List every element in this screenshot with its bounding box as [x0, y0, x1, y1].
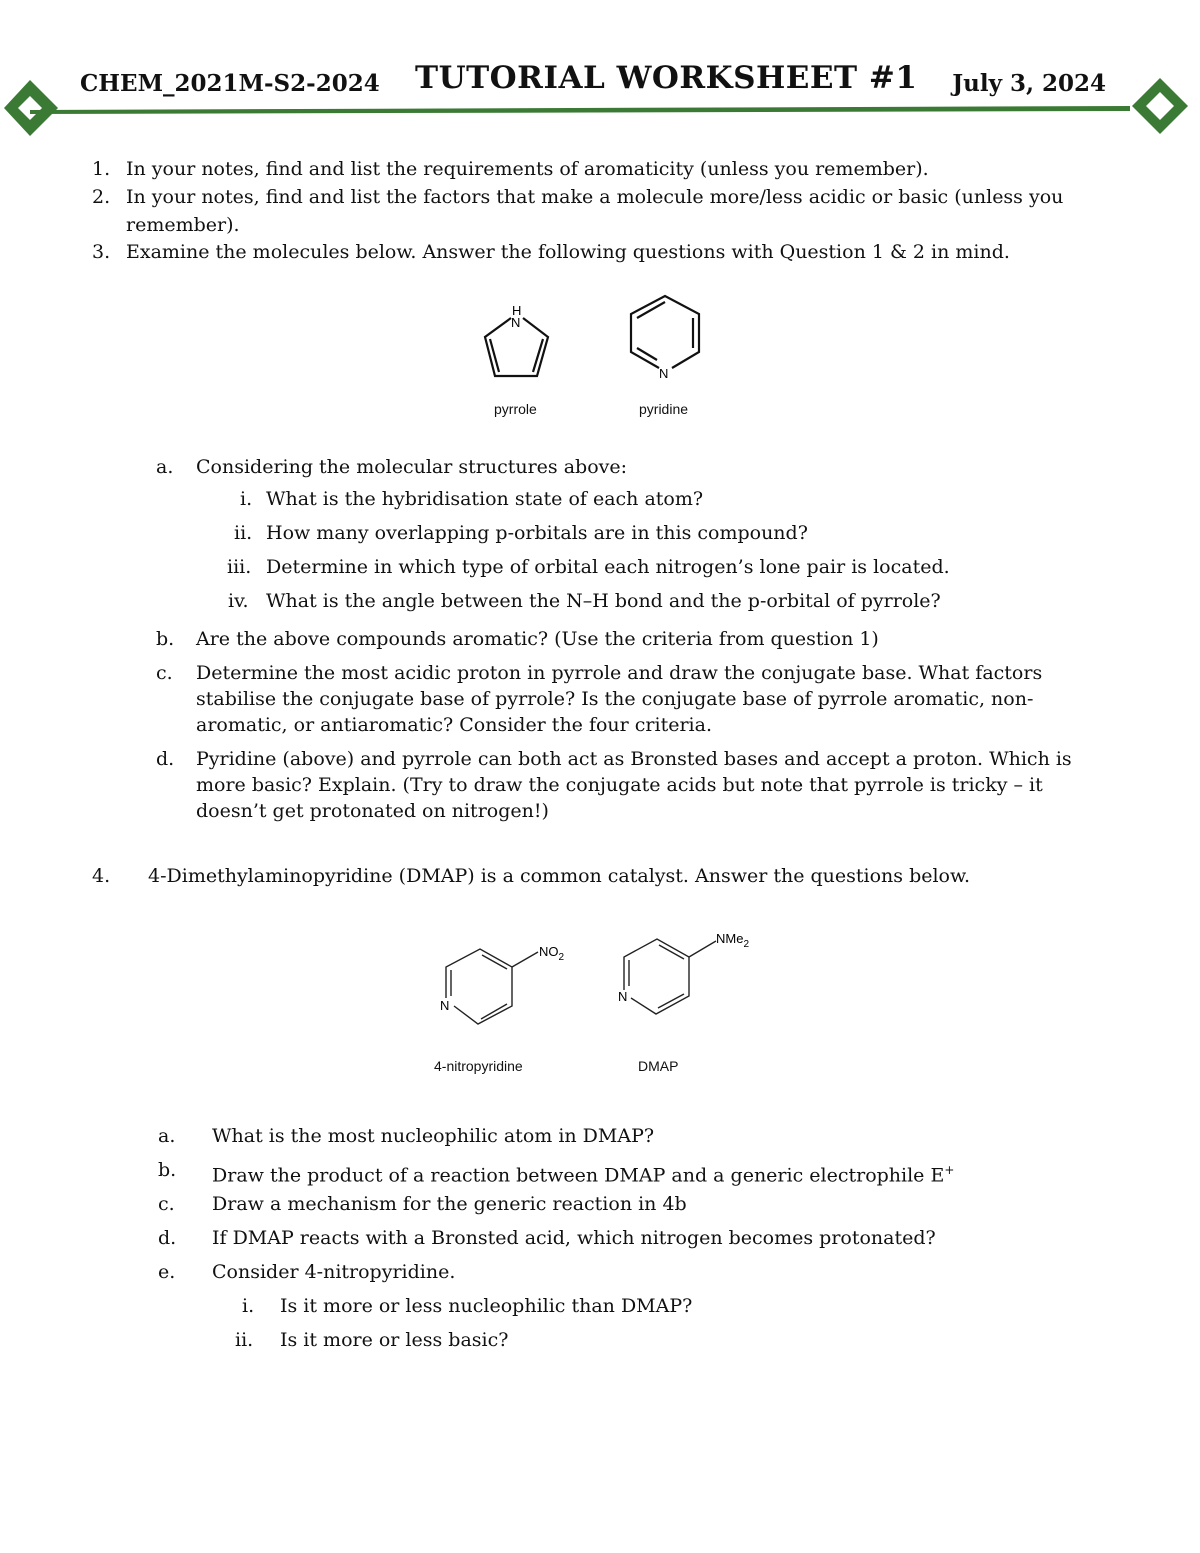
dimethylamino-group-label: NMe$_2$	[716, 931, 750, 950]
q4a-letter: a.	[158, 1125, 176, 1147]
nitropyridine-dmap-figure	[420, 920, 780, 1040]
pyridine-n-label: N	[659, 366, 669, 381]
pyrrole-caption: pyrrole	[494, 401, 537, 417]
dmap-n-label: N	[618, 989, 628, 1004]
q3a-iii-num: iii.	[227, 556, 252, 578]
header-line	[30, 106, 1130, 114]
q4c-text: Draw a mechanism for the generic reaction in 4b	[212, 1193, 687, 1215]
nitropyridine-caption: 4-nitropyridine	[434, 1058, 523, 1074]
q3d-letter: d.	[156, 748, 175, 770]
q3a-i-text: What is the hybridisation state of each atom?	[266, 488, 704, 510]
q3a-ii-text: How many overlapping p-orbitals are in this compound?	[266, 522, 808, 544]
q3a-iii-text: Determine in which type of orbital each nitrogen’s lone pair is located.	[266, 556, 950, 578]
q4e-i-text: Is it more or less nucleophilic than DMAP?	[280, 1295, 693, 1317]
dmap-caption: DMAP	[638, 1058, 679, 1074]
q1-number: 1.	[92, 158, 111, 180]
q3a-iv-text: What is the angle between the N–H bond and the p-orbital of pyrrole?	[266, 590, 941, 612]
q3-number: 3.	[92, 241, 111, 263]
q4a-text: What is the most nucleophilic atom in DMAP?	[212, 1125, 655, 1147]
q3c-line1: Determine the most acidic proton in pyrrole and draw the conjugate base. What factors	[196, 662, 1043, 684]
page-title: TUTORIAL WORKSHEET #1	[415, 60, 918, 96]
q3d-line1: Pyridine (above) and pyrrole can both act as Bronsted bases and accept a proton. Which is	[196, 748, 1072, 770]
q3a-ii-num: ii.	[234, 522, 253, 544]
q3c-line2: stabilise the conjugate base of pyrrole? Is the conjugate base of pyrrole aromatic, non-	[196, 688, 1034, 710]
q3b-text: Are the above compounds aromatic? (Use the criteria from question 1)	[196, 628, 879, 650]
q4e-ii-text: Is it more or less basic?	[280, 1329, 509, 1351]
course-code: CHEM_2021M-S2-2024	[80, 70, 380, 97]
nitropyridine-n-label: N	[440, 998, 450, 1013]
q3a-letter: a.	[156, 456, 174, 478]
q4e-text: Consider 4-nitropyridine.	[212, 1261, 456, 1283]
nitro-group-label: $NO_2$	[539, 944, 565, 963]
q1-text: In your notes, find and list the requirements of aromaticity (unless you remember).	[126, 158, 929, 180]
pyridine-caption: pyridine	[639, 401, 689, 417]
q4e-letter: e.	[158, 1261, 176, 1283]
q3d-line3: doesn’t get protonated on nitrogen!)	[196, 800, 549, 822]
worksheet-date: July 3, 2024	[952, 70, 1106, 97]
dmap-structure	[624, 939, 716, 1014]
q3c-letter: c.	[156, 662, 173, 684]
q4e-i-num: i.	[242, 1295, 255, 1317]
q3c-line3: aromatic, or antiaromatic? Consider the four criteria.	[196, 714, 712, 736]
q4e-ii-num: ii.	[235, 1329, 254, 1351]
q4-number: 4.	[92, 865, 111, 887]
q3a-i-num: i.	[240, 488, 253, 510]
q3b-letter: b.	[156, 628, 175, 650]
q3a-iv-num: iv.	[228, 590, 249, 612]
q4-text: 4-Dimethylaminopyridine (DMAP) is a common catalyst. Answer the questions below.	[148, 865, 971, 887]
q4b-text: Draw the product of a reaction between DMAP and a generic electrophile E+	[212, 1163, 955, 1187]
nitropyridine-structure	[446, 949, 538, 1024]
q3d-line2: more basic? Explain. (Try to draw the conjugate acids but note that pyrrole is tricky – it	[196, 774, 1043, 796]
q3a-text: Considering the molecular structures above:	[196, 456, 628, 478]
q4d-letter: d.	[158, 1227, 177, 1249]
q2-text-line1: In your notes, find and list the factors that make a molecule more/less acidic or basic (unless you	[126, 186, 1064, 208]
q2-number: 2.	[92, 186, 111, 208]
pyrrole-h-label: H	[512, 303, 522, 318]
page-header	[0, 0, 1200, 140]
q2-text-line2: remember).	[126, 214, 240, 236]
pyrrole-n-label: N	[511, 315, 521, 330]
pyridine-structure	[631, 296, 699, 368]
q3-text: Examine the molecules below. Answer the following questions with Question 1 & 2 in mind.	[126, 241, 1010, 263]
q4d-text: If DMAP reacts with a Bronsted acid, which nitrogen becomes protonated?	[212, 1227, 936, 1249]
q4c-letter: c.	[158, 1193, 175, 1215]
q4b-letter: b.	[158, 1159, 177, 1181]
